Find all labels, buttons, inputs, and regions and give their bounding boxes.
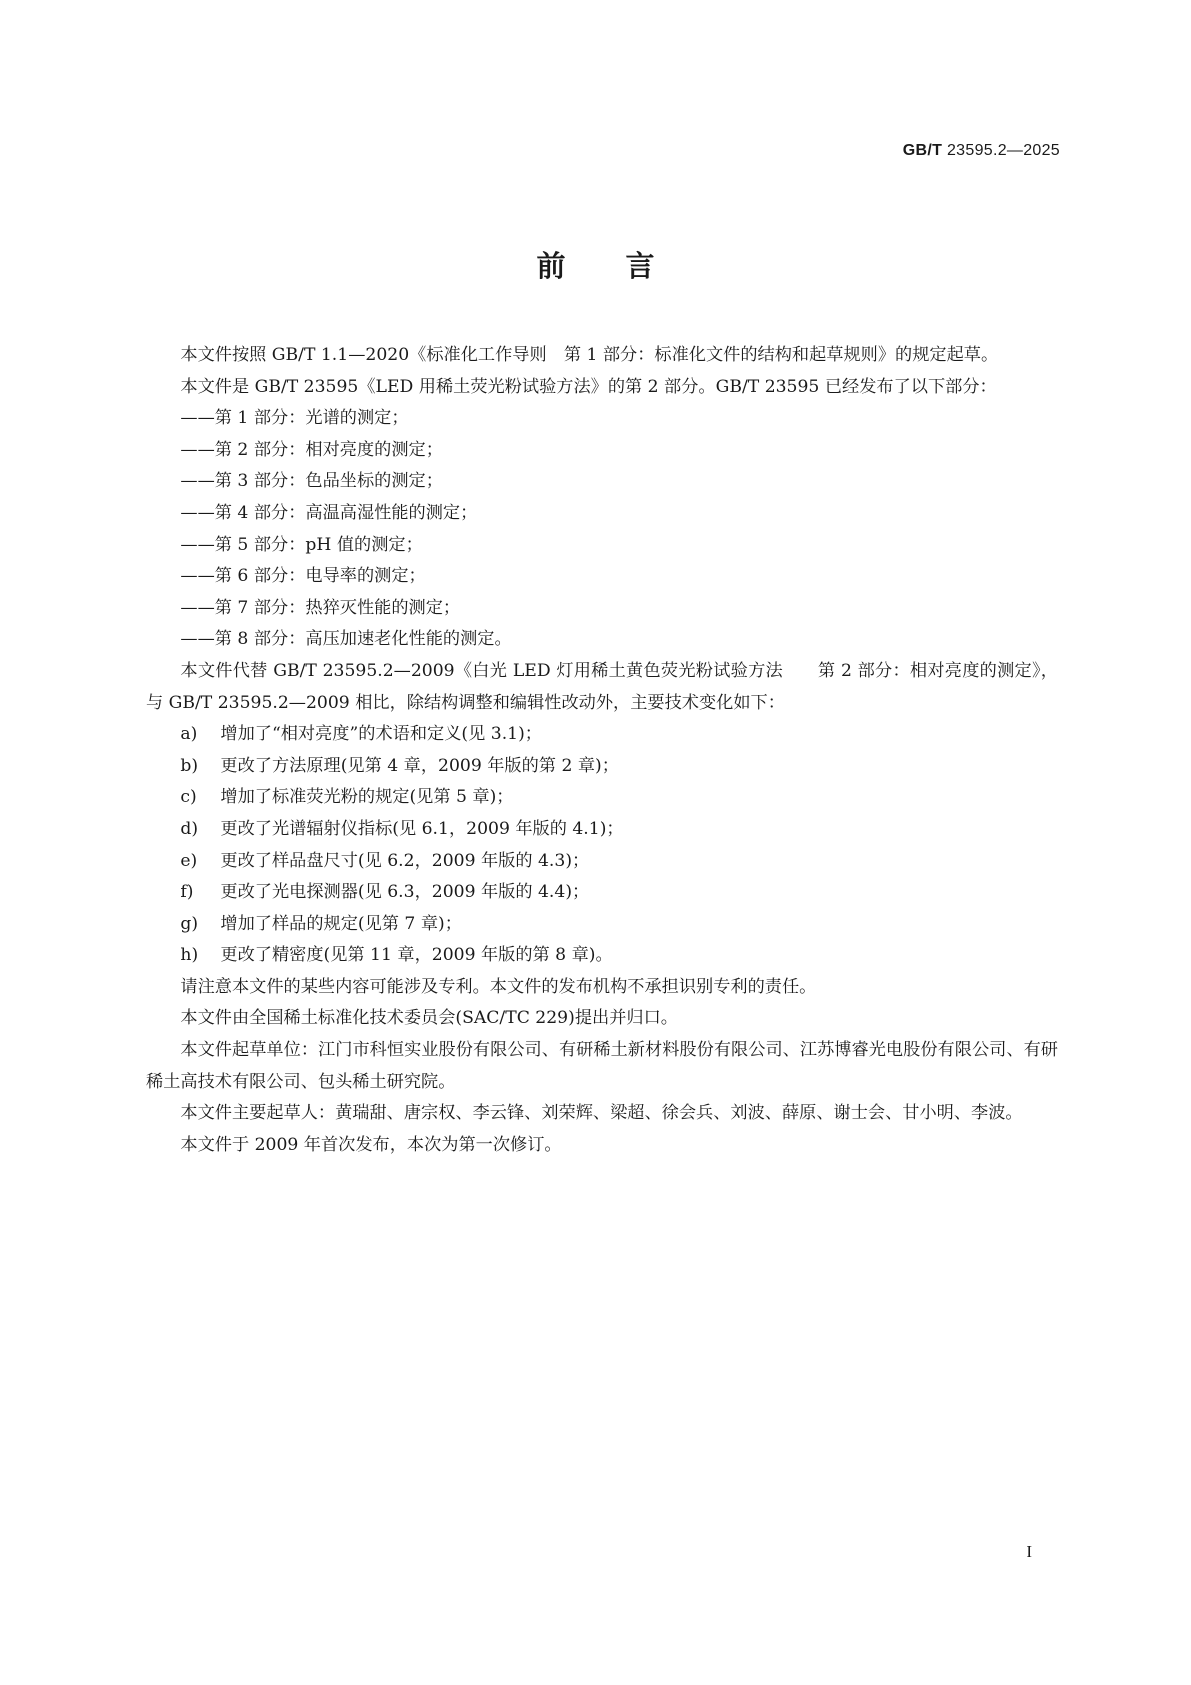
change-text: 增加了标准荧光粉的规定(见第 5 章)； <box>220 787 514 808</box>
page-number: I <box>1026 1542 1032 1561</box>
part-list-item: ——第 3 部分：色品坐标的测定； <box>180 471 443 492</box>
change-list-item <box>146 846 1058 878</box>
page-title: 前言 <box>536 249 715 283</box>
change-text: 增加了样品的规定(见第 7 章)； <box>220 913 462 934</box>
part-list-item: ——第 4 部分：高温高湿性能的测定； <box>180 502 478 523</box>
paragraph-patent-notice: 请注意本文件的某些内容可能涉及专利。本文件的发布机构不承担识别专利的责任。 <box>180 976 817 997</box>
change-list-item <box>146 909 1058 941</box>
paragraph-history: 本文件于 2009 年首次发布，本次为第一次修订。 <box>180 1134 562 1155</box>
standard-code <box>903 142 1060 160</box>
change-text: 增加了“相对亮度”的术语和定义(见 3.1)； <box>220 724 542 745</box>
foreword-body <box>146 340 1058 1161</box>
change-list-item <box>146 751 1058 783</box>
paragraph-drafting-units: 本文件起草单位：江门市科恒实业股份有限公司、有研稀土新材料股份有限公司、江苏博睿光电股份有限公司、有研稀土高技术有限公司、包头稀土研究院。 <box>146 1040 1058 1092</box>
change-list-item <box>146 877 1058 909</box>
part-list-item: ——第 2 部分：相对亮度的测定； <box>180 439 443 460</box>
change-text: 更改了精密度(见第 11 章，2009 年版的第 8 章)。 <box>220 945 613 966</box>
change-text: 更改了光谱辐射仪指标(见 6.1，2009 年版的 4.1)； <box>220 818 624 839</box>
change-marker: f) <box>180 882 194 903</box>
change-marker: g) <box>180 913 199 934</box>
change-marker: d) <box>180 818 199 839</box>
change-marker: a) <box>180 724 198 745</box>
part-list-item: ——第 5 部分：pH 值的测定； <box>180 534 423 555</box>
paragraph-drafting-rules: 本文件按照 GB/T 1.1—2020《标准化工作导则 第 1 部分：标准化文件的结构和起草规则》的规定起草。 <box>180 345 999 365</box>
part-list-item: ——第 6 部分：电导率的测定； <box>180 566 426 587</box>
paragraph-drafters: 本文件主要起草人：黄瑞甜、唐宗权、李云锋、刘荣辉、梁超、徐会兵、刘波、薛原、谢士会、甘小明、李波。 <box>180 1103 1023 1124</box>
change-text: 更改了光电探测器(见 6.3，2009 年版的 4.4)； <box>220 882 590 903</box>
part-list-item: ——第 7 部分：热猝灭性能的测定； <box>180 597 461 618</box>
change-marker: h) <box>180 945 199 966</box>
change-marker: e) <box>180 850 198 871</box>
change-text: 更改了方法原理(见第 4 章，2009 年版的第 2 章)； <box>220 755 619 776</box>
change-marker: c) <box>180 787 197 808</box>
change-list-item <box>146 940 1058 972</box>
change-marker: b) <box>180 755 199 776</box>
standard-number: 23595.2—2025 <box>946 142 1060 159</box>
change-list-item <box>146 814 1058 846</box>
paragraph-series-intro: 本文件是 GB/T 23595《LED 用稀土荧光粉试验方法》的第 2 部分。GB/T 23595 已经发布了以下部分： <box>180 376 997 397</box>
standard-prefix: GB/T <box>902 142 943 159</box>
change-list-item <box>146 782 1058 814</box>
part-list-item: ——第 8 部分：高压加速老化性能的测定。 <box>180 629 512 650</box>
part-list-item: ——第 1 部分：光谱的测定； <box>180 408 409 429</box>
paragraph-replacement: 本文件代替 GB/T 23595.2—2009《白光 LED 灯用稀土黄色荧光粉试验方法 第 2 部分：相对亮度的测定》，与 GB/T 23595.2—2009 相比，除结构调整和编辑性改动外，主要技术变化如下： <box>146 660 1058 713</box>
change-text: 更改了样品盘尺寸(见 6.2，2009 年版的 4.3)； <box>220 850 590 871</box>
paragraph-proposer: 本文件由全国稀土标准化技术委员会(SAC/TC 229)提出并归口。 <box>180 1008 678 1029</box>
change-list-item <box>146 719 1058 751</box>
